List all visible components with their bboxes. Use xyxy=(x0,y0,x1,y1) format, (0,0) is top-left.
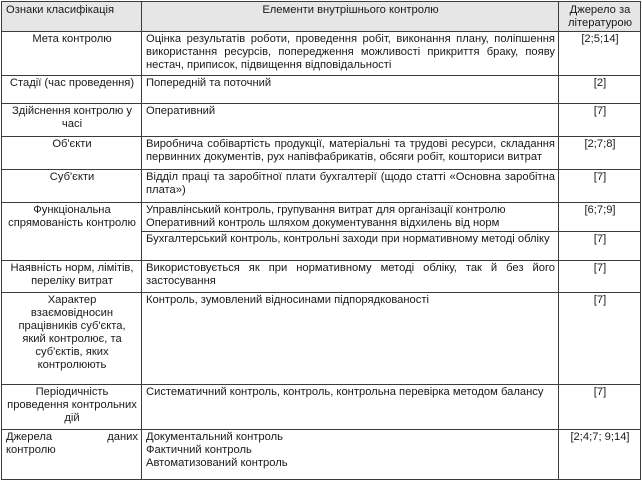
row-elements xyxy=(142,203,559,232)
row-source: [6;7;9] xyxy=(559,203,641,232)
row-criterion: Суб'єкти xyxy=(2,170,142,203)
row-elements: Оперативний xyxy=(142,104,559,137)
row-source: [2;7;8] xyxy=(559,137,641,170)
row-elements-line: Управлінський контроль, групування витрат для організації контролю xyxy=(146,204,506,216)
table-row xyxy=(2,203,641,232)
row-source: [2] xyxy=(559,76,641,104)
row-source: [7] xyxy=(559,232,641,261)
criterion-word: Джерела xyxy=(6,431,53,443)
row-criterion: Характер взаємовідносин працівників суб'єкта, який контролює, та суб'єктів, яких контролюють xyxy=(2,293,142,385)
row-source: [7] xyxy=(559,261,641,293)
row-elements: Бухгалтерський контроль, контрольні заходи при нормативному методі обліку xyxy=(142,232,559,261)
row-elements: Використовується як при нормативному методі обліку, так й без його застосування xyxy=(142,261,559,293)
row-elements: Відділ праці та заробітної плати бухгалтерії (щодо статті «Основна заробітна плата») xyxy=(142,170,559,203)
row-criterion: Об'єкти xyxy=(2,137,142,170)
row-source: [7] xyxy=(559,104,641,137)
row-elements-line: Оперативний контроль шляхом документування відхилень від норм xyxy=(146,217,500,229)
row-elements: Оцінка результатів роботи, проведення робіт, виконання плану, поліпшення використання ресурсів, попередження можливості прикриття браку, появу нестач, приписок, підвищення відповідальності xyxy=(142,32,559,76)
row-elements-line: Документальний контроль xyxy=(146,431,283,443)
row-elements-line: Фактичний контроль xyxy=(146,444,252,456)
row-criterion: Наявність норм, лімітів, переліку витрат xyxy=(2,261,142,293)
row-elements-line: Автоматизований контроль xyxy=(146,457,288,469)
header-row xyxy=(2,2,641,32)
classification-table xyxy=(1,1,641,480)
row-source: [7] xyxy=(559,293,641,385)
table-row xyxy=(2,76,641,104)
row-criterion: Періодичність проведення контрольних дій xyxy=(2,385,142,430)
header-elements: Елементи внутрішнього контролю xyxy=(142,2,559,32)
table-row xyxy=(2,261,641,293)
criterion-word: контролю xyxy=(6,444,56,456)
row-source: [2;5;14] xyxy=(559,32,641,76)
row-criterion: Здійснення контролю у часі xyxy=(2,104,142,137)
header-source: Джерело за літературою xyxy=(559,2,641,32)
table-row xyxy=(2,104,641,137)
table-row xyxy=(2,293,641,385)
table-row xyxy=(2,32,641,76)
row-criterion xyxy=(2,430,142,480)
row-criterion: Мета контролю xyxy=(2,32,142,76)
row-criterion: Функціональна спрямованість контролю xyxy=(2,203,142,261)
table-row xyxy=(2,137,641,170)
row-criterion: Стадії (час проведення) xyxy=(2,76,142,104)
row-elements: Контроль, зумовлений відносинами підпорядкованості xyxy=(142,293,559,385)
table-row xyxy=(2,170,641,203)
row-source: [7] xyxy=(559,170,641,203)
header-criteria: Ознаки класифікація xyxy=(2,2,142,32)
row-elements xyxy=(142,430,559,480)
row-elements: Виробнича собівартість продукції, матеріальні та трудові ресурси, складання первинних документів, рух напівфабрикатів, обсяги робіт, кошториси витрат xyxy=(142,137,559,170)
row-source: [7] xyxy=(559,385,641,430)
row-source: [2;4;7; 9;14] xyxy=(559,430,641,480)
criterion-word: даних xyxy=(107,431,138,443)
row-elements: Систематичний контроль, контроль, контрольна перевірка методом балансу xyxy=(142,385,559,430)
table-row xyxy=(2,385,641,430)
table-row xyxy=(2,430,641,480)
row-elements: Попередній та поточний xyxy=(142,76,559,104)
